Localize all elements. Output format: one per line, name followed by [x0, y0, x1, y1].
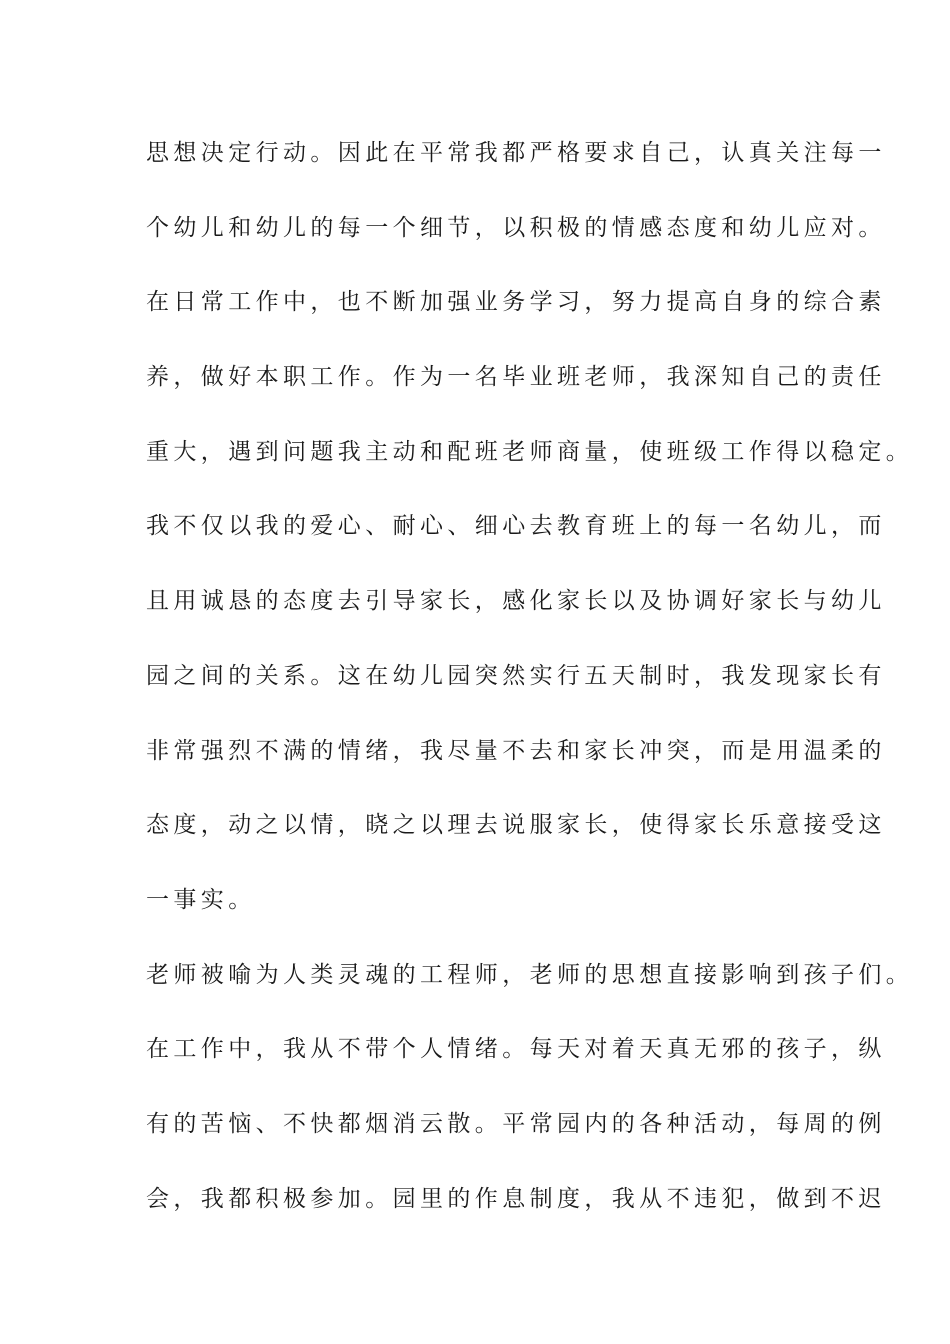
text-line: 思想决定行动。因此在平常我都严格要求自己，认真关注每一 [146, 140, 886, 166]
text-line: 有的苦恼、不快都烟消云散。平常园内的各种活动，每周的例 [146, 1110, 886, 1137]
document-body [146, 131, 914, 1251]
text-line: 在工作中，我从不带个人情绪。每天对着天真无邪的孩子，纵 [146, 1036, 886, 1063]
text-line: 我不仅以我的爱心、耐心、细心去教育班上的每一名幼儿，而 [146, 513, 886, 540]
text-line: 重大，遇到问题我主动和配班老师商量，使班级工作得以稳定。 [146, 438, 914, 465]
text-line: 养，做好本职工作。作为一名毕业班老师，我深知自己的责任 [146, 364, 886, 391]
text-line: 一事实。 [146, 886, 256, 913]
text-line: 非常强烈不满的情绪，我尽量不去和家长冲突，而是用温柔的 [146, 737, 886, 764]
text-line: 态度，动之以情，晓之以理去说服家长，使得家长乐意接受这 [146, 812, 886, 839]
text-line: 在日常工作中，也不断加强业务学习，努力提高自身的综合素 [146, 289, 886, 316]
text-line: 个幼儿和幼儿的每一个细节，以积极的情感态度和幼儿应对。 [146, 214, 886, 241]
text-line: 且用诚恳的态度去引导家长，感化家长以及协调好家长与幼儿 [146, 588, 886, 615]
text-line: 会，我都积极参加。园里的作息制度，我从不违犯，做到不迟 [146, 1185, 886, 1212]
text-line: 园之间的关系。这在幼儿园突然实行五天制时，我发现家长有 [146, 662, 886, 689]
text-line: 老师被喻为人类灵魂的工程师，老师的思想直接影响到孩子们。 [146, 961, 914, 988]
